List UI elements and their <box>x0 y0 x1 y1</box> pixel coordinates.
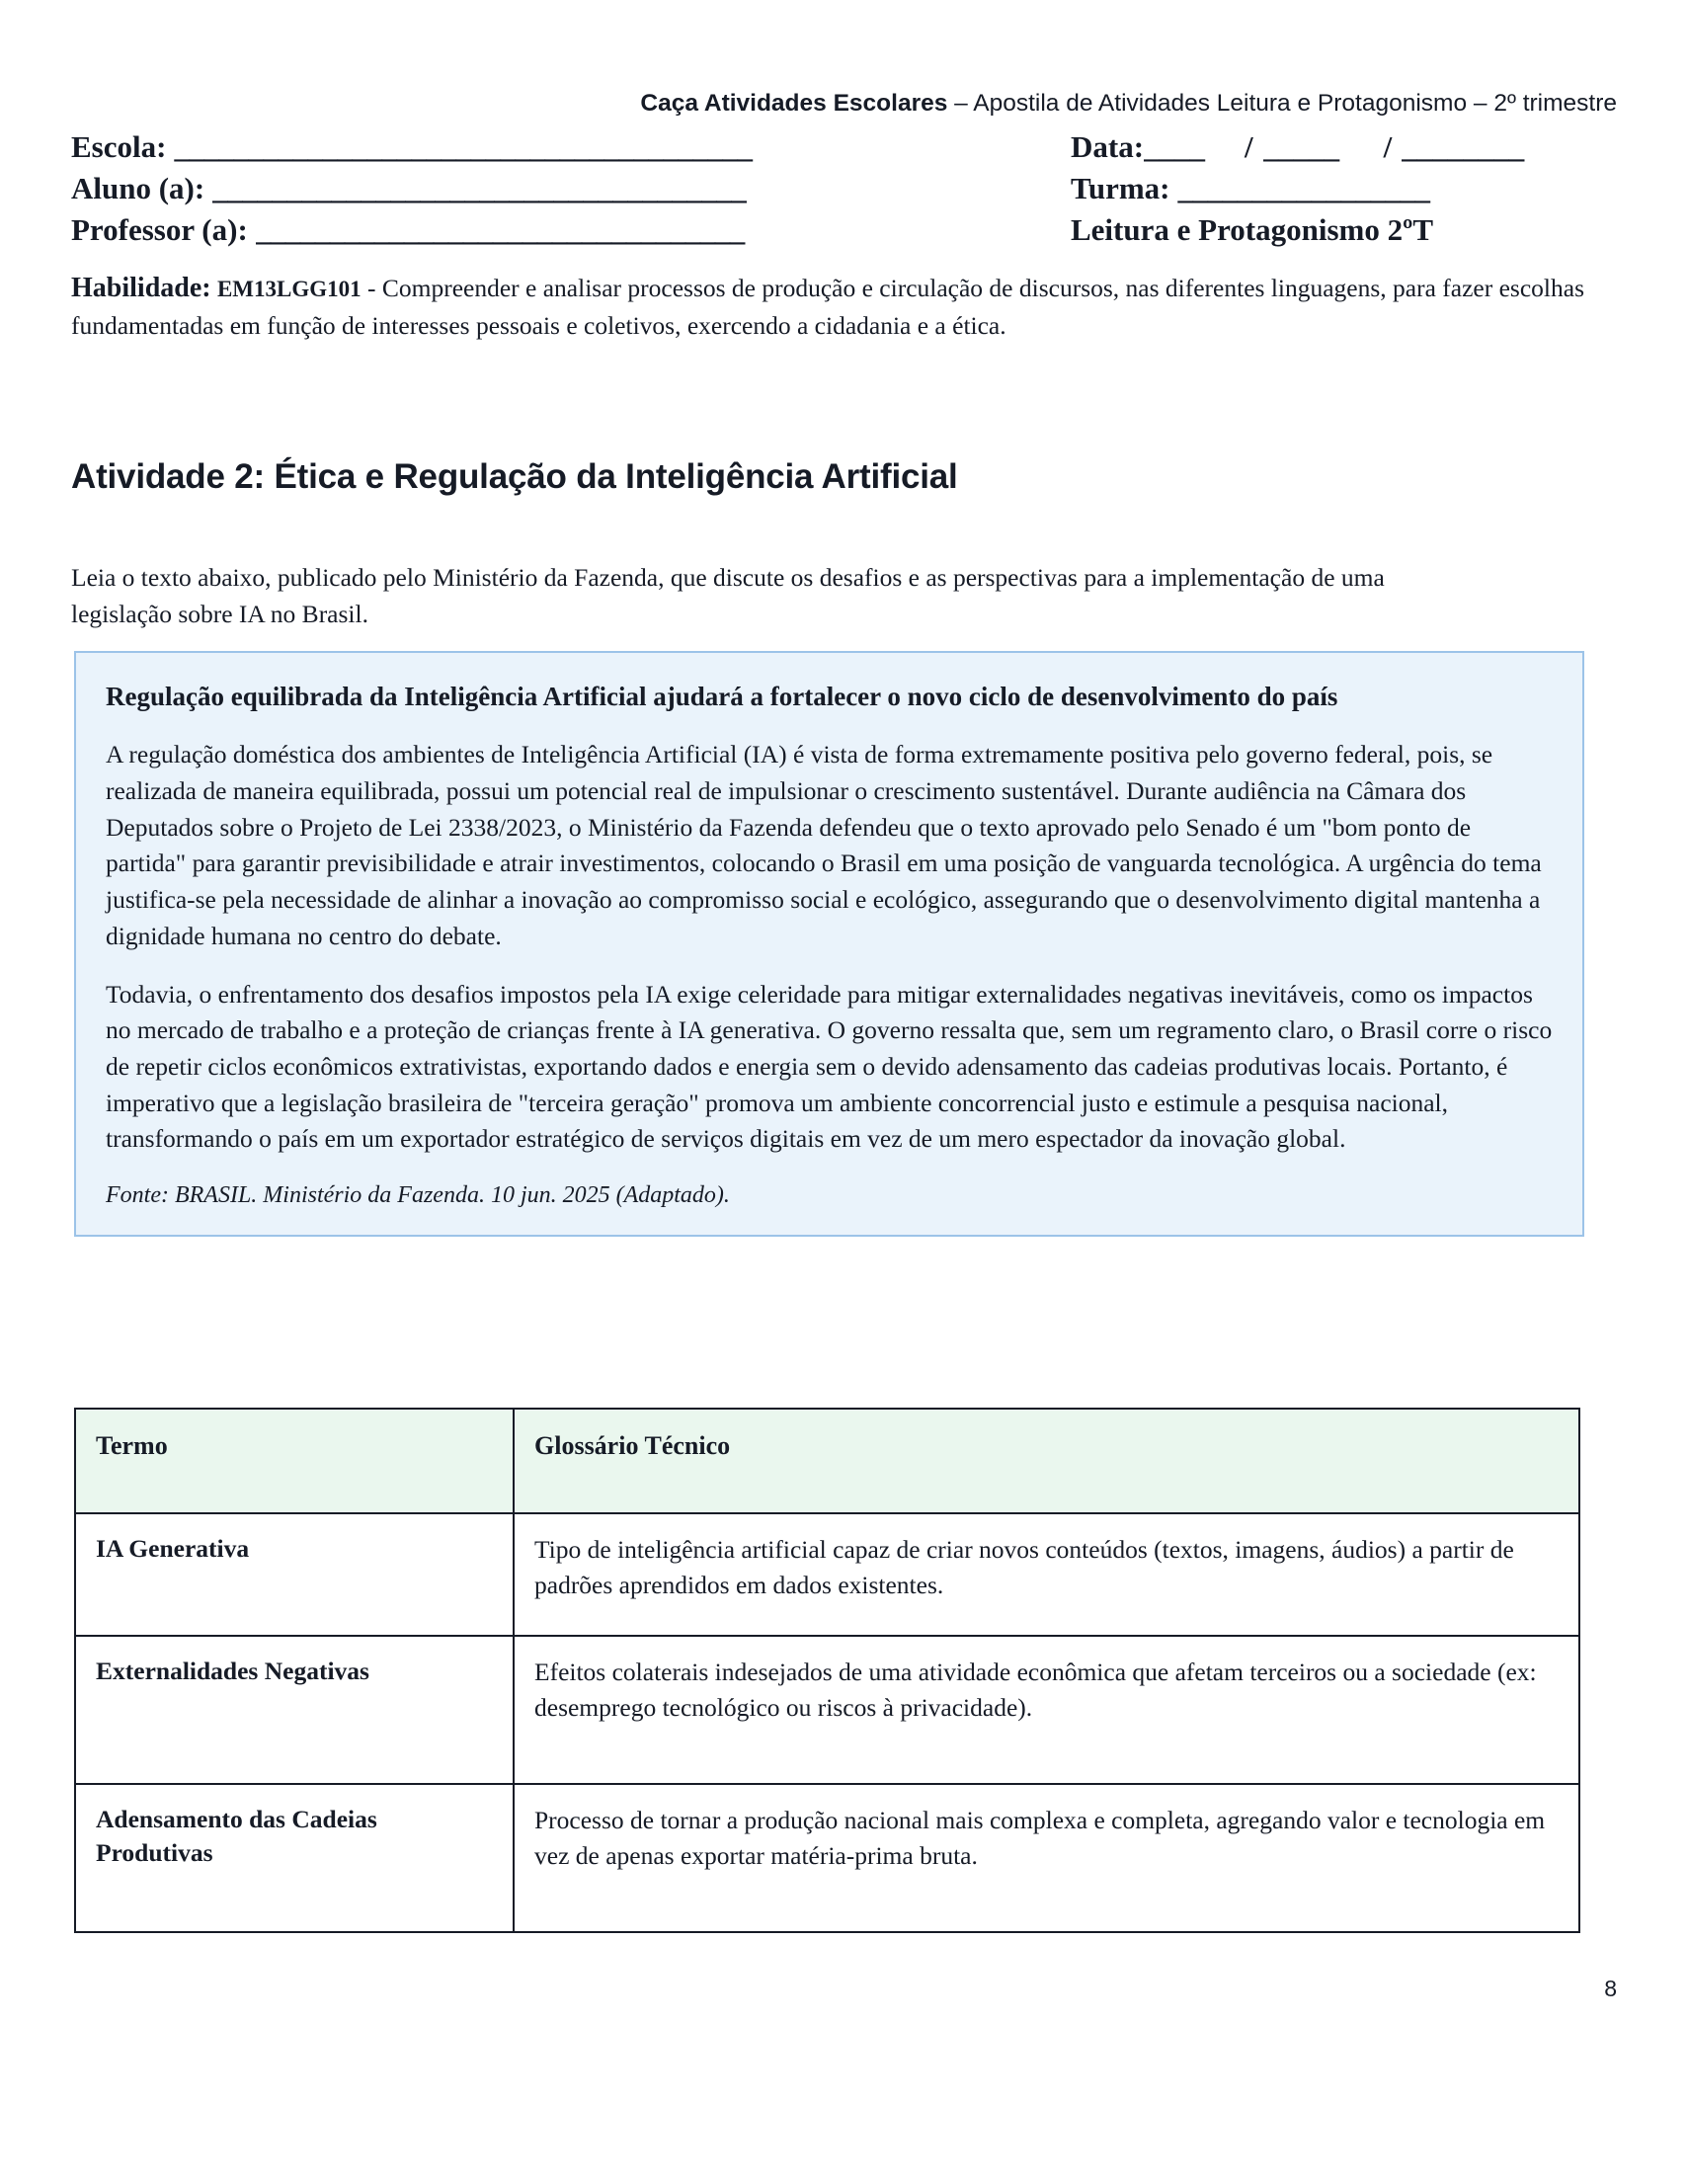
turma-fill-line[interactable]: _________________ <box>1177 171 1430 206</box>
glossary-table <box>74 1408 1580 1933</box>
aluno-fill-line[interactable]: ____________________________________ <box>212 171 747 206</box>
data-month-fill-line[interactable]: _____ <box>1262 129 1340 164</box>
table-row <box>75 1784 1579 1932</box>
running-header-separator: – <box>947 90 974 117</box>
turma-label: Turma: <box>1071 171 1170 206</box>
identification-row-professor-disciplina <box>71 209 1620 251</box>
identification-row-aluno-turma <box>71 168 1620 209</box>
glossary-term: Adensamento das Cadeias Produtivas <box>75 1784 514 1932</box>
escola-label: Escola: <box>71 129 167 164</box>
running-header-brand: Caça Atividades Escolares <box>640 90 948 117</box>
field-professor <box>71 209 1071 251</box>
glossary-term: IA Generativa <box>75 1513 514 1636</box>
habilidade-label: Habilidade: <box>71 273 211 303</box>
aluno-label: Aluno (a): <box>71 171 205 206</box>
data-slash-1: / <box>1245 129 1253 164</box>
data-slash-2: / <box>1383 129 1393 164</box>
reading-text-paragraph-1: A regulação doméstica dos ambientes de Inteligência Artificial (IA) é vista de forma extremamente positiva pelo governo federal, pois, se realizada de maneira equilibrada, possui um potencial real de impulsionar o crescimento sustentável. Durante audiência na Câmara dos Deputados sobre o Projeto de Lei 2338/2023, o Ministério da Fazenda defendeu que o texto aprovado pelo Senado é um "bom ponto de partida" para garantir previsibilidade e atrair investimentos, colocando o Brasil em uma posição de vanguarda tecnológica. A urgência do tema justifica-se pela necessidade de alinhar a inovação ao compromisso social e ecológico, assegurando que o desenvolvimento digital mantenha a dignidade humana no centro do debate. <box>106 740 1542 950</box>
reading-text-box <box>74 651 1584 1237</box>
glossary-definition: Efeitos colaterais indesejados de uma atividade econômica que afetam terceiros ou a sociedade (ex: desemprego tecnológico ou riscos à privacidade). <box>514 1636 1579 1784</box>
page-number: 8 <box>1604 1976 1617 2001</box>
glossary-term: Externalidades Negativas <box>75 1636 514 1784</box>
professor-label: Professor (a): <box>71 212 248 248</box>
habilidade-block <box>71 269 1624 344</box>
identification-row-escola-data <box>71 126 1620 168</box>
field-turma <box>1071 168 1620 209</box>
activity-title: Atividade 2: Ética e Regulação da Inteligência Artificial <box>71 457 958 497</box>
reading-text-paragraph-2: Todavia, o enfrentamento dos desafios impostos pela IA exige celeridade para mitigar externalidades negativas inevitáveis, como os impactos no mercado de trabalho e a proteção de crianças frente à IA generativa. O governo ressalta que, sem um regramento claro, o Brasil corre o risco de repetir ciclos econômicos extrativistas, exportando dados e energia sem o devido adensamento das cadeias produtivas locais. Portanto, é imperativo que a legislação brasileira de "terceira geração" promova um ambiente concorrencial justo e estimule a pesquisa nacional, transformando o país em um exportador estratégico de serviços digitais em vez de um mero espectador da inovação global. <box>106 979 1553 1154</box>
table-row <box>75 1636 1579 1784</box>
professor-fill-line[interactable]: _________________________________ <box>255 212 745 248</box>
field-data <box>1071 126 1620 168</box>
field-disciplina <box>1071 209 1620 251</box>
habilidade-code: EM13LGG101 <box>216 277 362 301</box>
running-header <box>71 89 1617 118</box>
glossary-definition: Processo de tornar a produção nacional mais complexa e completa, agregando valor e tecnologia em vez de apenas exportar matéria-prima bruta. <box>514 1784 1579 1932</box>
field-aluno <box>71 168 1071 209</box>
data-label: Data: <box>1071 129 1145 164</box>
table-row <box>75 1513 1579 1636</box>
glossary-header-definicao: Glossário Técnico <box>514 1409 1579 1513</box>
field-escola <box>71 126 1071 168</box>
reading-text-source: Fonte: BRASIL. Ministério da Fazenda. 10 jun. 2025 (Adaptado). <box>106 1182 730 1209</box>
habilidade-description: - Compreender e analisar processos de produção e circulação de discursos, nas diferentes linguagens, para fazer escolhas fundamentadas em função de interesses pessoais e coletivos, exercendo a cidadania e a ética. <box>71 274 1584 340</box>
running-header-subtitle: Apostila de Atividades Leitura e Protagonismo – 2º trimestre <box>973 90 1617 117</box>
activity-instruction: Leia o texto abaixo, publicado pelo Ministério da Fazenda, que discute os desafios e as perspectivas para a implementação de uma legislação sobre IA no Brasil. <box>71 562 1385 628</box>
glossary-definition: Tipo de inteligência artificial capaz de criar novos conteúdos (textos, imagens, áudios) a partir de padrões aprendidos em dados existentes. <box>514 1513 1579 1636</box>
glossary-header-termo: Termo <box>75 1409 514 1513</box>
data-day-fill-line[interactable]: ____ <box>1144 129 1206 164</box>
glossary-header-row <box>75 1409 1579 1513</box>
reading-text-title: Regulação equilibrada da Inteligência Artificial ajudará a fortalecer o novo ciclo de desenvolvimento do país <box>106 682 1338 711</box>
identification-block <box>71 126 1620 251</box>
escola-fill-line[interactable]: _______________________________________ <box>174 129 753 164</box>
disciplina-value: Leitura e Protagonismo 2ºT <box>1071 212 1433 248</box>
data-year-fill-line[interactable]: ________ <box>1402 129 1525 164</box>
